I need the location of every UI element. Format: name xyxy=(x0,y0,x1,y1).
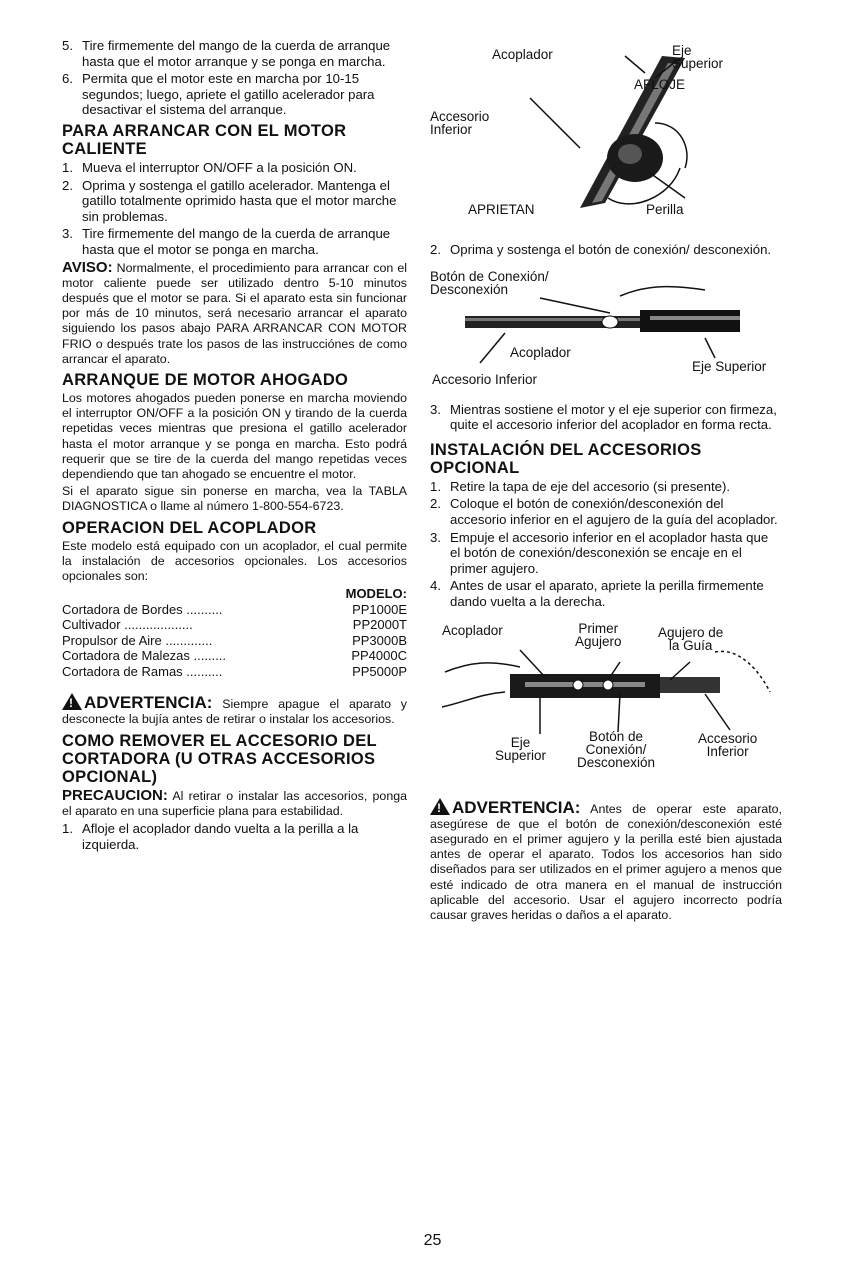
advertencia-2: ! ADVERTENCIA: Antes de operar este aparato, asegúrese de que el botón de conexión/desconexión esté asegurado en el primer agujero y la perilla esté bien ajustada antes de operar el aparato. Todos los accesorios han sido diseñados para ser utilizados en el primer agujero a menos que esté indicado de otra manera en el manual de instrucción aplicable del accesorio. Usar el agujero incorrecto podría causar graves heridas o daños a el aparato. xyxy=(430,797,782,922)
fig2-label-boton: Botón de Conexión/ Desconexión xyxy=(430,268,549,297)
instalacion-step-3: 3. Empuje el accesorio inferior en el acoplador hasta que el botón de conexión/desconexión se encaje en el primer agujero. xyxy=(430,529,769,576)
fig1-label-acoplador: Acoplador xyxy=(492,47,553,62)
fig1-label-eje-superior: Eje Superior xyxy=(672,43,724,71)
heading-motor-ahogado: ARRANQUE DE MOTOR AHOGADO xyxy=(62,370,349,389)
fig1-label-afloje: AFLOJE xyxy=(634,77,686,92)
aviso-paragraph: AVISO: Normalmente, el procedimiento para arrancar con el motor caliente puede ser utilizado dentro 5-10 minutos después que el motor se para. Si el aparato esta sin funcionar por más de 10 minutos, será necesario arrancar el aparato siguiendo los pasos abajo PARA ARRANCAR CON MOTOR FRIO o después trate los pasos de las instrucciónes de como arrancar el aparato. xyxy=(62,258,407,366)
model-row: Propulsor de Aire ............. PP3000B xyxy=(62,632,407,648)
remover-step-1: 1. Afloje el acoplador dando vuelta a la perilla a la izquierda. xyxy=(62,821,359,852)
coupler-step-3: 3. Mientras sostiene el motor y el eje superior con firmeza, quite el accesorio inferior del acoplador en forma recta. xyxy=(430,401,777,433)
fig3-label-eje-superior: Eje Superior xyxy=(495,734,547,763)
acoplador-paragraph: Este modelo está equipado con un acoplador, el cual permite la instalación de accesorios opcionales. Los accesorios opcionales son: xyxy=(62,538,407,583)
fig1-label-aprietan: APRIETAN xyxy=(468,202,535,217)
instalacion-step-2: 2. Coloque el botón de conexión/desconexión del accesorio inferior en el agujero de la guía del acoplador. xyxy=(430,496,778,527)
fig3-label-acoplador: Acoplador xyxy=(442,622,503,638)
heading-operacion-acoplador: OPERACION DEL ACOPLADOR xyxy=(62,518,317,537)
figure-guide-hole xyxy=(430,622,782,792)
models-list xyxy=(62,586,407,679)
warning-icon: ! xyxy=(430,798,450,815)
ahogado-paragraph-1: Los motores ahogados pueden ponerse en marcha moviendo el interruptor ON/OFF a la posición ON y tirando de la cuerda repetidas veces mientras que presiona el gatillo acelerador hasta el motor arranque y se ponga en marcha. Esto podrá requerir que se tire de la cuerda del mango repetidas veces dependiendo que tan ahogado se encuentre el motor. xyxy=(62,390,407,481)
fig1-label-accesorio-inferior: Accesorio Inferior xyxy=(430,109,490,137)
caliente-step-2: 2. Oprima y sostenga el gatillo acelerador. Mantenga el gatillo totalmente oprimido hasta que el motor marche sin problemas. xyxy=(62,177,397,224)
page-number: 25 xyxy=(423,1232,442,1249)
precaucion-paragraph: PRECAUCION: Al retirar o instalar las accesorios, ponga el aparato en una superficie plana para estabilidad. xyxy=(62,786,407,818)
fig3-label-agujero-guia: Agujero de la Guía xyxy=(658,624,724,653)
coupler-step-2: 2. Oprima y sostenga el botón de conexión/ desconexión. xyxy=(430,242,772,257)
instalacion-step-4: 4. Antes de usar el aparato, apriete la perilla firmemente dando vuelta a la derecha. xyxy=(430,578,764,609)
instalacion-step-1: 1. Retire la tapa de eje del accesorio (si presente). xyxy=(430,478,731,494)
caliente-step-3: 3. Tire firmemente del mango de la cuerda de arranque hasta que el motor se ponga en marcha. xyxy=(62,226,391,257)
models-header: MODELO: xyxy=(345,586,407,602)
fig2-label-eje-superior: Eje Superior xyxy=(692,358,767,374)
model-row: Cortadora de Ramas .......... PP5000P xyxy=(62,663,407,679)
fig3-label-primer-agujero: Primer Agujero xyxy=(575,620,622,649)
heading-instalacion-accesorios: INSTALACIÓN DEL ACCESORIOS OPCIONAL xyxy=(430,440,702,477)
model-row: Cortadora de Bordes .......... PP1000E xyxy=(62,601,407,617)
warning-icon: ! xyxy=(62,693,82,710)
caliente-step-1: 1. Mueva el interruptor ON/OFF a la posición ON. xyxy=(62,159,357,175)
fig2-label-acoplador: Acoplador xyxy=(510,344,571,360)
right-column xyxy=(430,38,782,925)
step-6: 6. Permita que el motor este en marcha por 10-15 segundos; luego, apriete el gatillo acelerador para desactivar el sistema del arranque. xyxy=(62,71,375,118)
model-row: Cultivador ................... PP2000T xyxy=(62,617,407,633)
figure-coupler-knob xyxy=(430,38,782,228)
fig2-label-accesorio-inferior: Accesorio Inferior xyxy=(432,371,538,387)
figure-release-button xyxy=(430,268,782,388)
advertencia-1: ! ADVERTENCIA: Siempre apague el aparato y desconecte la bujía antes de retirar o instalar los accesorios. xyxy=(62,693,407,727)
heading-remover-accesorio: COMO REMOVER EL ACCESORIO DEL CORTADORA (U OTRAS ACCESORIOS OPCIONAL) xyxy=(62,731,377,786)
step-5: 5. Tire firmemente del mango de la cuerda de arranque hasta que el motor arranque y se ponga en marcha. xyxy=(62,38,391,69)
fig1-label-perilla: Perilla xyxy=(646,202,684,217)
left-column xyxy=(62,38,407,854)
fig3-label-accesorio-inferior: Accesorio Inferior xyxy=(698,730,758,759)
model-row: Cortadora de Malezas ......... PP4000C xyxy=(62,648,407,664)
ahogado-paragraph-2: Si el aparato sigue sin ponerse en marcha, vea la TABLA DIAGNOSTICA o llame al número 1-800-554-6723. xyxy=(62,484,407,514)
fig3-label-boton: Botón de Conexión/ Desconexión xyxy=(577,728,656,770)
heading-arrancar-caliente: PARA ARRANCAR CON EL MOTOR CALIENTE xyxy=(62,121,347,158)
